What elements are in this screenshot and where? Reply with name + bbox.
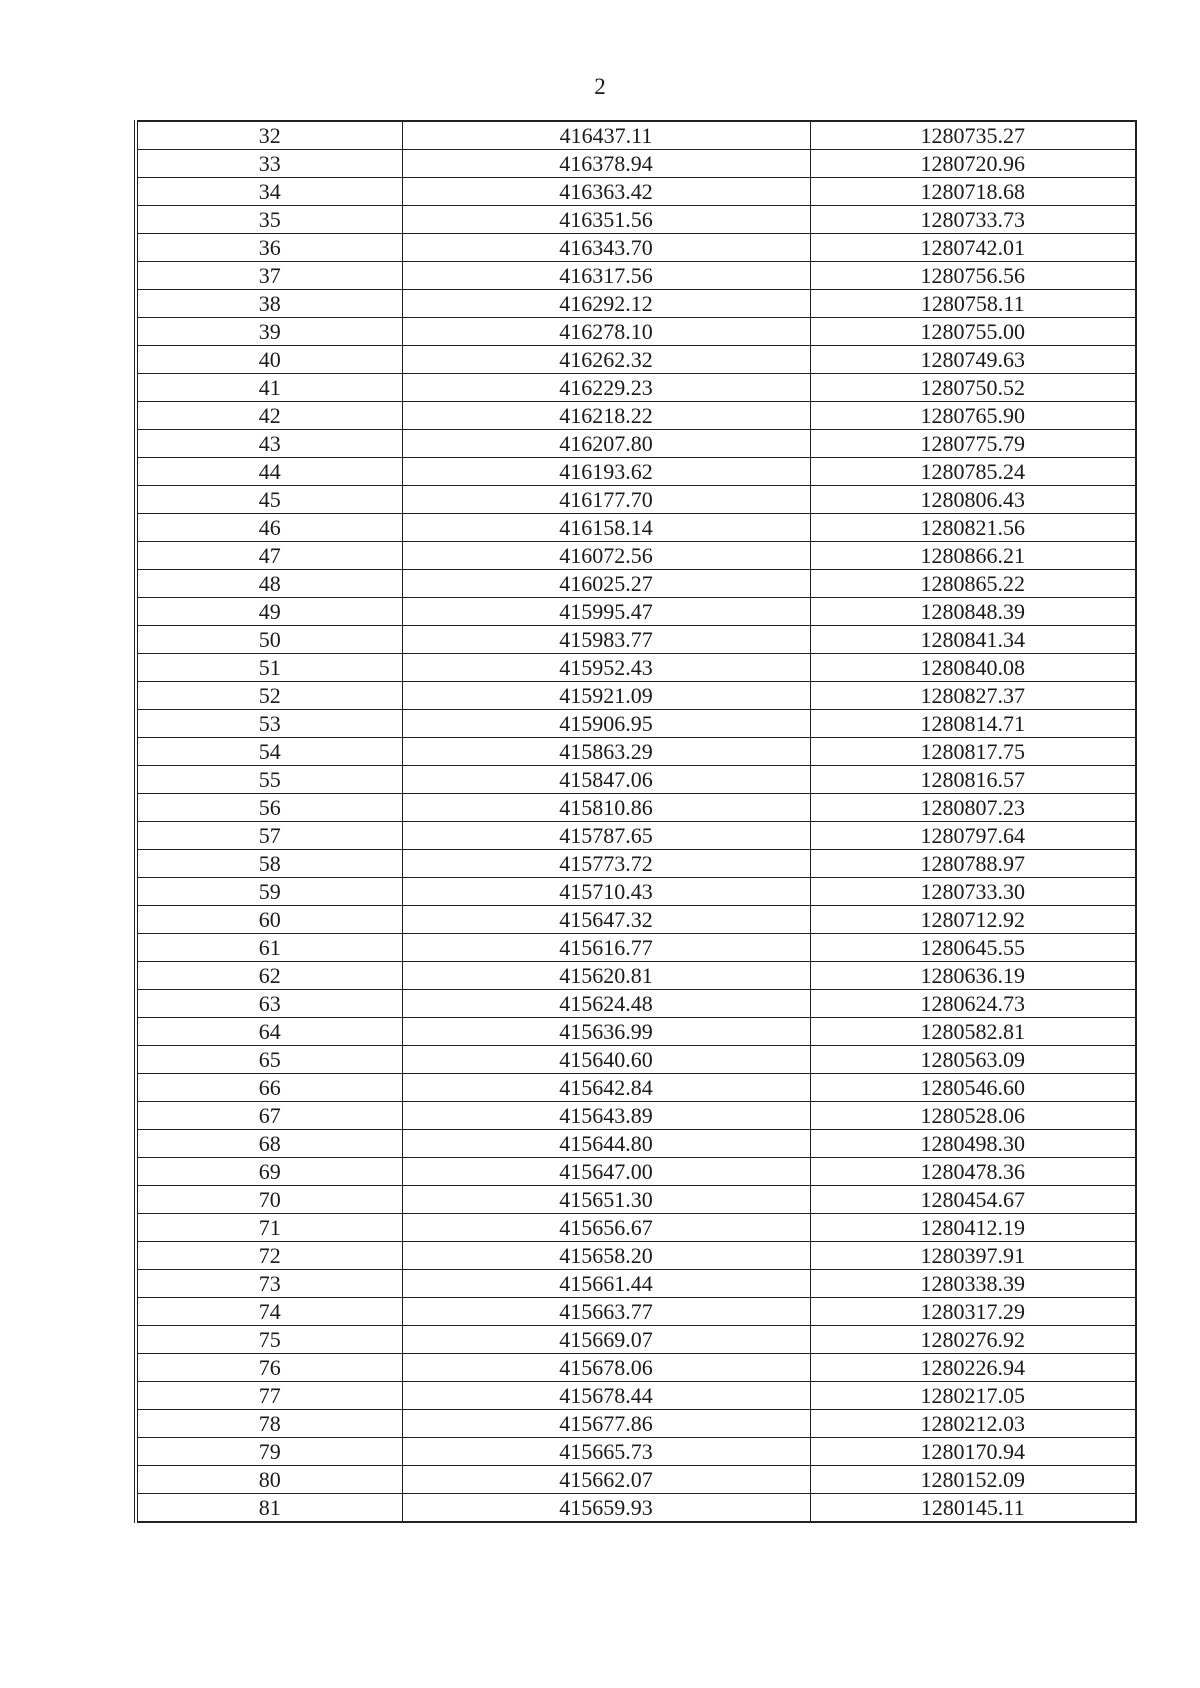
point-number-cell: 40 bbox=[136, 346, 402, 374]
table-row bbox=[136, 1242, 1136, 1270]
y-coordinate-cell: 1280848.39 bbox=[810, 598, 1136, 626]
point-number-cell: 75 bbox=[136, 1326, 402, 1354]
y-coordinate-cell: 1280765.90 bbox=[810, 402, 1136, 430]
point-number-cell: 47 bbox=[136, 542, 402, 570]
x-coordinate-cell: 415636.99 bbox=[402, 1018, 810, 1046]
table-row bbox=[136, 990, 1136, 1018]
table-row bbox=[136, 402, 1136, 430]
x-coordinate-cell: 415640.60 bbox=[402, 1046, 810, 1074]
y-coordinate-cell: 1280170.94 bbox=[810, 1438, 1136, 1466]
table-row bbox=[136, 121, 1136, 150]
x-coordinate-cell: 415983.77 bbox=[402, 626, 810, 654]
x-coordinate-cell: 415663.77 bbox=[402, 1298, 810, 1326]
table-row bbox=[136, 934, 1136, 962]
point-number-cell: 65 bbox=[136, 1046, 402, 1074]
x-coordinate-cell: 415658.20 bbox=[402, 1242, 810, 1270]
x-coordinate-cell: 415642.84 bbox=[402, 1074, 810, 1102]
y-coordinate-cell: 1280412.19 bbox=[810, 1214, 1136, 1242]
y-coordinate-cell: 1280775.79 bbox=[810, 430, 1136, 458]
point-number-cell: 59 bbox=[136, 878, 402, 906]
y-coordinate-cell: 1280212.03 bbox=[810, 1410, 1136, 1438]
y-coordinate-cell: 1280750.52 bbox=[810, 374, 1136, 402]
y-coordinate-cell: 1280806.43 bbox=[810, 486, 1136, 514]
table-row bbox=[136, 794, 1136, 822]
point-number-cell: 74 bbox=[136, 1298, 402, 1326]
y-coordinate-cell: 1280645.55 bbox=[810, 934, 1136, 962]
table-row bbox=[136, 374, 1136, 402]
point-number-cell: 61 bbox=[136, 934, 402, 962]
y-coordinate-cell: 1280317.29 bbox=[810, 1298, 1136, 1326]
y-coordinate-cell: 1280865.22 bbox=[810, 570, 1136, 598]
x-coordinate-cell: 415677.86 bbox=[402, 1410, 810, 1438]
point-number-cell: 68 bbox=[136, 1130, 402, 1158]
y-coordinate-cell: 1280338.39 bbox=[810, 1270, 1136, 1298]
point-number-cell: 55 bbox=[136, 766, 402, 794]
point-number-cell: 35 bbox=[136, 206, 402, 234]
coordinates-table bbox=[134, 120, 1137, 1523]
x-coordinate-cell: 415810.86 bbox=[402, 794, 810, 822]
table-row bbox=[136, 738, 1136, 766]
x-coordinate-cell: 415787.65 bbox=[402, 822, 810, 850]
x-coordinate-cell: 416378.94 bbox=[402, 150, 810, 178]
table-row bbox=[136, 458, 1136, 486]
y-coordinate-cell: 1280755.00 bbox=[810, 318, 1136, 346]
table-row bbox=[136, 570, 1136, 598]
point-number-cell: 76 bbox=[136, 1354, 402, 1382]
point-number-cell: 51 bbox=[136, 654, 402, 682]
table-row bbox=[136, 626, 1136, 654]
point-number-cell: 43 bbox=[136, 430, 402, 458]
table-row bbox=[136, 1410, 1136, 1438]
point-number-cell: 44 bbox=[136, 458, 402, 486]
table-row bbox=[136, 1326, 1136, 1354]
x-coordinate-cell: 416343.70 bbox=[402, 234, 810, 262]
coordinates-table-body bbox=[136, 121, 1136, 1522]
point-number-cell: 48 bbox=[136, 570, 402, 598]
x-coordinate-cell: 415644.80 bbox=[402, 1130, 810, 1158]
point-number-cell: 34 bbox=[136, 178, 402, 206]
table-row bbox=[136, 206, 1136, 234]
x-coordinate-cell: 416262.32 bbox=[402, 346, 810, 374]
x-coordinate-cell: 416177.70 bbox=[402, 486, 810, 514]
point-number-cell: 81 bbox=[136, 1494, 402, 1523]
y-coordinate-cell: 1280528.06 bbox=[810, 1102, 1136, 1130]
point-number-cell: 32 bbox=[136, 121, 402, 150]
y-coordinate-cell: 1280749.63 bbox=[810, 346, 1136, 374]
table-row bbox=[136, 906, 1136, 934]
y-coordinate-cell: 1280152.09 bbox=[810, 1466, 1136, 1494]
table-row bbox=[136, 1354, 1136, 1382]
x-coordinate-cell: 415647.00 bbox=[402, 1158, 810, 1186]
point-number-cell: 54 bbox=[136, 738, 402, 766]
x-coordinate-cell: 416437.11 bbox=[402, 121, 810, 150]
point-number-cell: 60 bbox=[136, 906, 402, 934]
table-row bbox=[136, 1130, 1136, 1158]
table-row bbox=[136, 486, 1136, 514]
x-coordinate-cell: 415647.32 bbox=[402, 906, 810, 934]
y-coordinate-cell: 1280498.30 bbox=[810, 1130, 1136, 1158]
table-row bbox=[136, 430, 1136, 458]
point-number-cell: 67 bbox=[136, 1102, 402, 1130]
x-coordinate-cell: 415710.43 bbox=[402, 878, 810, 906]
x-coordinate-cell: 416317.56 bbox=[402, 262, 810, 290]
point-number-cell: 78 bbox=[136, 1410, 402, 1438]
table-row bbox=[136, 346, 1136, 374]
y-coordinate-cell: 1280217.05 bbox=[810, 1382, 1136, 1410]
x-coordinate-cell: 416278.10 bbox=[402, 318, 810, 346]
table-row bbox=[136, 1466, 1136, 1494]
point-number-cell: 52 bbox=[136, 682, 402, 710]
table-row bbox=[136, 514, 1136, 542]
table-row bbox=[136, 766, 1136, 794]
y-coordinate-cell: 1280712.92 bbox=[810, 906, 1136, 934]
y-coordinate-cell: 1280582.81 bbox=[810, 1018, 1136, 1046]
table-row bbox=[136, 1074, 1136, 1102]
table-row bbox=[136, 318, 1136, 346]
x-coordinate-cell: 415995.47 bbox=[402, 598, 810, 626]
y-coordinate-cell: 1280735.27 bbox=[810, 121, 1136, 150]
table-row bbox=[136, 710, 1136, 738]
table-row bbox=[136, 598, 1136, 626]
point-number-cell: 41 bbox=[136, 374, 402, 402]
x-coordinate-cell: 415661.44 bbox=[402, 1270, 810, 1298]
y-coordinate-cell: 1280866.21 bbox=[810, 542, 1136, 570]
point-number-cell: 49 bbox=[136, 598, 402, 626]
x-coordinate-cell: 415669.07 bbox=[402, 1326, 810, 1354]
x-coordinate-cell: 416207.80 bbox=[402, 430, 810, 458]
x-coordinate-cell: 415678.06 bbox=[402, 1354, 810, 1382]
point-number-cell: 79 bbox=[136, 1438, 402, 1466]
y-coordinate-cell: 1280788.97 bbox=[810, 850, 1136, 878]
point-number-cell: 72 bbox=[136, 1242, 402, 1270]
x-coordinate-cell: 415863.29 bbox=[402, 738, 810, 766]
point-number-cell: 56 bbox=[136, 794, 402, 822]
x-coordinate-cell: 415952.43 bbox=[402, 654, 810, 682]
y-coordinate-cell: 1280758.11 bbox=[810, 290, 1136, 318]
table-row bbox=[136, 1270, 1136, 1298]
point-number-cell: 73 bbox=[136, 1270, 402, 1298]
x-coordinate-cell: 416072.56 bbox=[402, 542, 810, 570]
x-coordinate-cell: 416229.23 bbox=[402, 374, 810, 402]
point-number-cell: 70 bbox=[136, 1186, 402, 1214]
x-coordinate-cell: 416158.14 bbox=[402, 514, 810, 542]
x-coordinate-cell: 415624.48 bbox=[402, 990, 810, 1018]
table-row bbox=[136, 682, 1136, 710]
x-coordinate-cell: 415678.44 bbox=[402, 1382, 810, 1410]
point-number-cell: 38 bbox=[136, 290, 402, 318]
point-number-cell: 77 bbox=[136, 1382, 402, 1410]
x-coordinate-cell: 415643.89 bbox=[402, 1102, 810, 1130]
x-coordinate-cell: 415921.09 bbox=[402, 682, 810, 710]
table-row bbox=[136, 178, 1136, 206]
y-coordinate-cell: 1280840.08 bbox=[810, 654, 1136, 682]
y-coordinate-cell: 1280720.96 bbox=[810, 150, 1136, 178]
table-row bbox=[136, 1438, 1136, 1466]
y-coordinate-cell: 1280821.56 bbox=[810, 514, 1136, 542]
point-number-cell: 36 bbox=[136, 234, 402, 262]
point-number-cell: 42 bbox=[136, 402, 402, 430]
table-row bbox=[136, 262, 1136, 290]
table-row bbox=[136, 1494, 1136, 1523]
table-row bbox=[136, 234, 1136, 262]
x-coordinate-cell: 416193.62 bbox=[402, 458, 810, 486]
y-coordinate-cell: 1280636.19 bbox=[810, 962, 1136, 990]
table-row bbox=[136, 150, 1136, 178]
y-coordinate-cell: 1280546.60 bbox=[810, 1074, 1136, 1102]
y-coordinate-cell: 1280756.56 bbox=[810, 262, 1136, 290]
table-row bbox=[136, 850, 1136, 878]
table-row bbox=[136, 1214, 1136, 1242]
table-row bbox=[136, 542, 1136, 570]
table-row bbox=[136, 1186, 1136, 1214]
x-coordinate-cell: 415616.77 bbox=[402, 934, 810, 962]
x-coordinate-cell: 415656.67 bbox=[402, 1214, 810, 1242]
x-coordinate-cell: 416363.42 bbox=[402, 178, 810, 206]
point-number-cell: 69 bbox=[136, 1158, 402, 1186]
x-coordinate-cell: 415773.72 bbox=[402, 850, 810, 878]
page-number: 2 bbox=[594, 74, 606, 99]
y-coordinate-cell: 1280718.68 bbox=[810, 178, 1136, 206]
table-row bbox=[136, 290, 1136, 318]
y-coordinate-cell: 1280827.37 bbox=[810, 682, 1136, 710]
y-coordinate-cell: 1280478.36 bbox=[810, 1158, 1136, 1186]
table-row bbox=[136, 1382, 1136, 1410]
point-number-cell: 80 bbox=[136, 1466, 402, 1494]
table-row bbox=[136, 1102, 1136, 1130]
point-number-cell: 57 bbox=[136, 822, 402, 850]
x-coordinate-cell: 415651.30 bbox=[402, 1186, 810, 1214]
y-coordinate-cell: 1280563.09 bbox=[810, 1046, 1136, 1074]
point-number-cell: 62 bbox=[136, 962, 402, 990]
point-number-cell: 33 bbox=[136, 150, 402, 178]
table-row bbox=[136, 962, 1136, 990]
point-number-cell: 58 bbox=[136, 850, 402, 878]
y-coordinate-cell: 1280145.11 bbox=[810, 1494, 1136, 1523]
x-coordinate-cell: 415659.93 bbox=[402, 1494, 810, 1523]
point-number-cell: 64 bbox=[136, 1018, 402, 1046]
table-row bbox=[136, 1298, 1136, 1326]
y-coordinate-cell: 1280733.30 bbox=[810, 878, 1136, 906]
point-number-cell: 71 bbox=[136, 1214, 402, 1242]
point-number-cell: 53 bbox=[136, 710, 402, 738]
y-coordinate-cell: 1280807.23 bbox=[810, 794, 1136, 822]
table-row bbox=[136, 1046, 1136, 1074]
x-coordinate-cell: 415847.06 bbox=[402, 766, 810, 794]
y-coordinate-cell: 1280742.01 bbox=[810, 234, 1136, 262]
y-coordinate-cell: 1280276.92 bbox=[810, 1326, 1136, 1354]
y-coordinate-cell: 1280816.57 bbox=[810, 766, 1136, 794]
y-coordinate-cell: 1280226.94 bbox=[810, 1354, 1136, 1382]
y-coordinate-cell: 1280785.24 bbox=[810, 458, 1136, 486]
y-coordinate-cell: 1280733.73 bbox=[810, 206, 1136, 234]
table-row bbox=[136, 822, 1136, 850]
point-number-cell: 37 bbox=[136, 262, 402, 290]
y-coordinate-cell: 1280817.75 bbox=[810, 738, 1136, 766]
x-coordinate-cell: 416218.22 bbox=[402, 402, 810, 430]
point-number-cell: 50 bbox=[136, 626, 402, 654]
x-coordinate-cell: 415665.73 bbox=[402, 1438, 810, 1466]
point-number-cell: 66 bbox=[136, 1074, 402, 1102]
x-coordinate-cell: 415620.81 bbox=[402, 962, 810, 990]
x-coordinate-cell: 416351.56 bbox=[402, 206, 810, 234]
x-coordinate-cell: 416292.12 bbox=[402, 290, 810, 318]
table-row bbox=[136, 654, 1136, 682]
y-coordinate-cell: 1280814.71 bbox=[810, 710, 1136, 738]
y-coordinate-cell: 1280797.64 bbox=[810, 822, 1136, 850]
y-coordinate-cell: 1280841.34 bbox=[810, 626, 1136, 654]
table-row bbox=[136, 1158, 1136, 1186]
x-coordinate-cell: 416025.27 bbox=[402, 570, 810, 598]
point-number-cell: 63 bbox=[136, 990, 402, 1018]
y-coordinate-cell: 1280397.91 bbox=[810, 1242, 1136, 1270]
table-row bbox=[136, 878, 1136, 906]
point-number-cell: 39 bbox=[136, 318, 402, 346]
x-coordinate-cell: 415662.07 bbox=[402, 1466, 810, 1494]
point-number-cell: 46 bbox=[136, 514, 402, 542]
y-coordinate-cell: 1280624.73 bbox=[810, 990, 1136, 1018]
table-row bbox=[136, 1018, 1136, 1046]
point-number-cell: 45 bbox=[136, 486, 402, 514]
y-coordinate-cell: 1280454.67 bbox=[810, 1186, 1136, 1214]
x-coordinate-cell: 415906.95 bbox=[402, 710, 810, 738]
